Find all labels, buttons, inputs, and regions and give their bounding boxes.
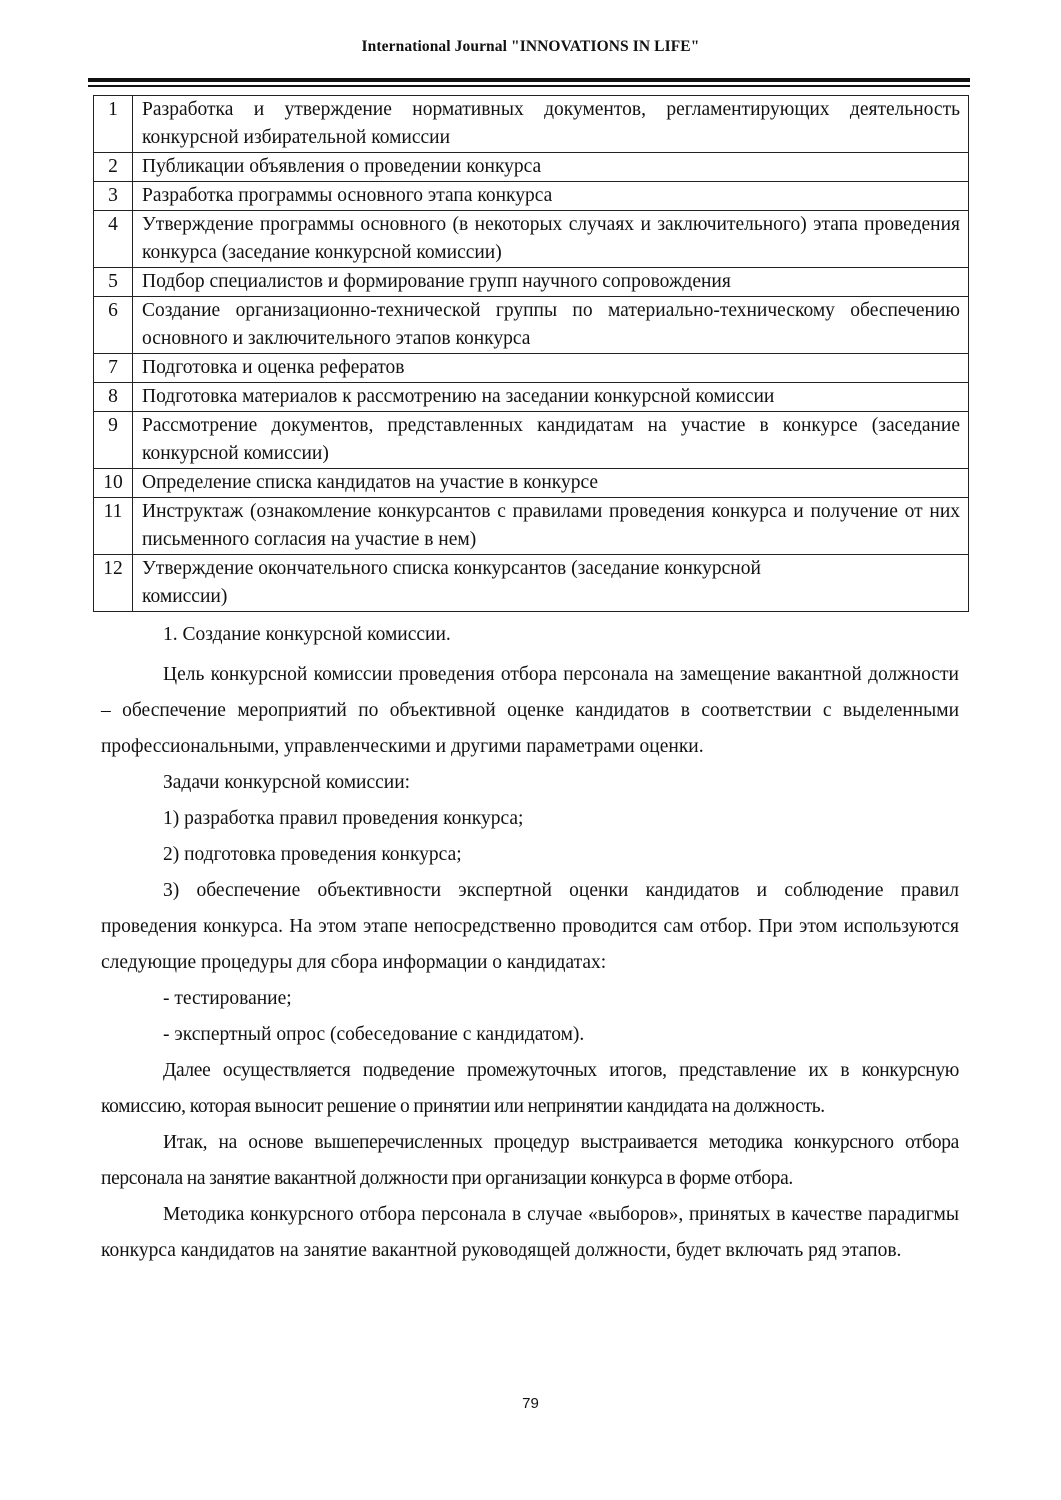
row-number: 3 [94, 182, 133, 211]
header-rule-thick [88, 78, 970, 82]
table-row [94, 182, 969, 211]
paragraph: Методика конкурсного отбора персонала в случае «выборов», принятых в качестве парадигмы конкурса кандидатов на занятие вакантной руководящей должности, будет включать ряд этапов. [101, 1204, 959, 1261]
table-row [94, 96, 969, 153]
row-number: 2 [94, 153, 133, 182]
paragraph: Далее осуществляется подведение промежуточных итогов, представление их в конкурсную комиссию, которая выносит решение о принятии или непринятии кандидата на должность. [101, 1060, 959, 1117]
row-text-line2: комиссии) [142, 586, 228, 607]
list-item: 1) разработка правил проведения конкурса; [163, 808, 524, 829]
row-text: Разработка программы основного этапа конкурса [133, 182, 969, 211]
row-number: 12 [94, 555, 133, 612]
row-text: Подготовка и оценка рефератов [133, 354, 969, 383]
table-row [94, 153, 969, 182]
table-row [94, 412, 969, 469]
row-text: Разработка и утверждение нормативных документов, регламентирующих деятельность конкурсной избирательной комиссии [133, 96, 969, 153]
row-text: Подбор специалистов и формирование групп научного сопровождения [133, 268, 969, 297]
table-row [94, 383, 969, 412]
table-row [94, 469, 969, 498]
list-item: - тестирование; [163, 988, 292, 1009]
table-row [94, 211, 969, 268]
header-rule-thin [88, 85, 970, 87]
row-text [133, 555, 969, 612]
row-text: Инструктаж (ознакомление конкурсантов с правилами проведения конкурса и получение от них письменного согласия на участие в нем) [133, 498, 969, 555]
row-text: Определение списка кандидатов на участие в конкурсе [133, 469, 969, 498]
row-number: 1 [94, 96, 133, 153]
article-body [101, 621, 959, 1269]
row-number: 7 [94, 354, 133, 383]
paragraph: Задачи конкурсной комиссии: [163, 772, 411, 793]
stages-table [93, 95, 969, 612]
journal-header-title: International Journal "INNOVATIONS IN LIFE" [361, 38, 700, 55]
row-number: 5 [94, 268, 133, 297]
row-text-line1: Утверждение окончательного списка конкурсантов (заседание конкурсной [142, 558, 761, 579]
row-number: 9 [94, 412, 133, 469]
list-item: 2) подготовка проведения конкурса; [163, 844, 462, 865]
row-text: Публикации объявления о проведении конкурса [133, 153, 969, 182]
page-number: 79 [522, 1395, 539, 1412]
row-text: Подготовка материалов к рассмотрению на заседании конкурсной комиссии [133, 383, 969, 412]
section-heading: 1. Создание конкурсной комиссии. [163, 624, 451, 645]
table-row [94, 498, 969, 555]
table-row [94, 297, 969, 354]
table-row [94, 354, 969, 383]
row-text: Создание организационно-технической группы по материально-техническому обеспечению основного и заключительного этапов конкурса [133, 297, 969, 354]
row-number: 8 [94, 383, 133, 412]
row-number: 11 [94, 498, 133, 555]
paragraph: Итак, на основе вышеперечисленных процедур выстраивается методика конкурсного отбора персонала на занятие вакантной должности при организации конкурса в форме отбора. [101, 1132, 959, 1189]
row-text: Утверждение программы основного (в некоторых случаях и заключительного) этапа проведения конкурса (заседание конкурсной комиссии) [133, 211, 969, 268]
row-text: Рассмотрение документов, представленных кандидатам на участие в конкурсе (заседание конкурсной комиссии) [133, 412, 969, 469]
row-number: 10 [94, 469, 133, 498]
list-item: - экспертный опрос (собеседование с кандидатом). [163, 1024, 585, 1045]
list-item: 3) обеспечение объективности экспертной оценки кандидатов и соблюдение правил проведения конкурса. На этом этапе непосредственно проводится сам отбор. При этом используются следующие процедуры для сбора информации о кандидатах: [101, 880, 959, 973]
table-row [94, 555, 969, 612]
table-row [94, 268, 969, 297]
row-number: 6 [94, 297, 133, 354]
row-number: 4 [94, 211, 133, 268]
paragraph: Цель конкурсной комиссии проведения отбора персонала на замещение вакантной должности – обеспечение мероприятий по объективной оценке кандидатов в соответствии с выделенными профессиональными, управленческими и другими параметрами оценки. [101, 664, 959, 757]
